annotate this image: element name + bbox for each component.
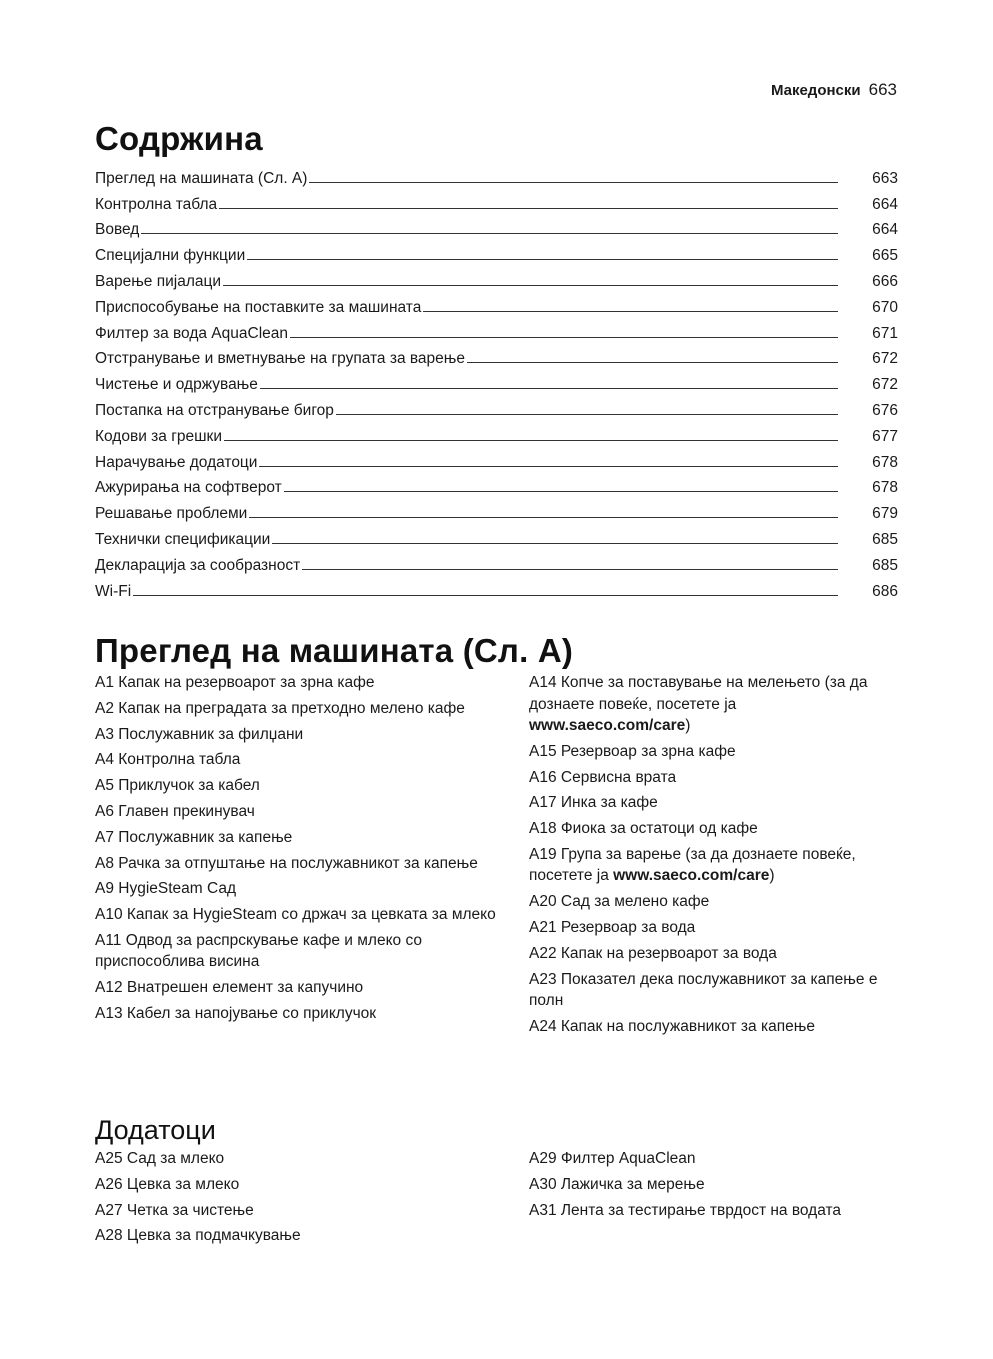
toc-entry-page: 670	[872, 298, 898, 316]
toc-leader-line	[423, 311, 838, 312]
part-item: A24 Капак на послужавникот за капење	[529, 1017, 815, 1035]
toc-list	[95, 162, 898, 601]
toc-leader-line	[272, 543, 838, 544]
toc-entry[interactable]	[95, 575, 898, 601]
accessory-item: A31 Лента за тестирање тврдост на водата	[529, 1201, 842, 1219]
part-item: A21 Резервоар за вода	[529, 919, 696, 937]
toc-entry-page: 685	[872, 530, 898, 548]
toc-entry-title: Кодови за грешки	[95, 427, 222, 445]
toc-entry-title: Филтер за вода AquaClean	[95, 324, 289, 342]
toc-entry[interactable]	[95, 394, 898, 420]
part-item: A12 Внатрешен елемент за капучино	[95, 979, 364, 997]
toc-entry-title: Специјални функции	[95, 247, 246, 265]
overview-right-column	[529, 672, 898, 1042]
toc-leader-line	[336, 414, 838, 415]
toc-leader-line	[223, 285, 838, 286]
toc-entry-title: Контролна табла	[95, 195, 218, 213]
part-item: A16 Сервисна врата	[529, 768, 677, 786]
toc-entry[interactable]	[95, 162, 898, 188]
toc-leader-line	[247, 259, 838, 260]
toc-entry-title: Постапка на отстранување бигор	[95, 401, 334, 419]
part-item: A5 Приклучок за кабел	[95, 777, 260, 795]
toc-leader-line	[141, 233, 838, 234]
header-page-number: 663	[868, 80, 897, 99]
accessory-item: A26 Цевка за млеко	[95, 1175, 240, 1193]
toc-section	[95, 120, 898, 601]
toc-entry-page: 672	[872, 350, 898, 368]
toc-entry-page: 679	[872, 505, 898, 523]
toc-entry-page: 664	[872, 221, 898, 239]
part-item: A8 Рачка за отпуштање на послужавникот за капење	[95, 854, 478, 872]
toc-entry-page: 664	[872, 195, 898, 213]
part-item: A7 Послужавник за капење	[95, 828, 293, 846]
toc-entry-title: Нарачување додатоци	[95, 453, 258, 471]
part-item: A13 Кабел за напојување со приклучок	[95, 1005, 377, 1023]
accessories-right-column	[529, 1148, 898, 1251]
toc-entry[interactable]	[95, 549, 898, 575]
toc-entry[interactable]	[95, 472, 898, 498]
toc-entry-page: 672	[872, 376, 898, 394]
toc-entry[interactable]	[95, 239, 898, 265]
toc-leader-line	[467, 362, 838, 363]
overview-columns	[95, 672, 898, 1042]
part-item	[529, 672, 898, 737]
toc-entry[interactable]	[95, 343, 898, 369]
page-header	[771, 80, 897, 100]
header-language: Македонски	[770, 82, 861, 99]
toc-entry[interactable]	[95, 368, 898, 394]
toc-leader-line	[302, 569, 838, 570]
toc-entry-title: Приспособување на поставките за машината	[95, 298, 422, 316]
toc-leader-line	[224, 440, 838, 441]
accessory-item: A25 Сад за млеко	[95, 1150, 225, 1167]
toc-entry[interactable]	[95, 420, 898, 446]
toc-entry-title: Вовед	[95, 221, 140, 239]
toc-leader-line	[309, 182, 838, 183]
part-item: A15 Резервоар за зрна кафе	[529, 742, 736, 760]
part-item: A23 Показател дека послужавникот за капење е полн	[529, 970, 878, 1010]
toc-entry-page: 678	[872, 453, 898, 471]
toc-entry-page: 678	[872, 479, 898, 497]
accessory-item: A27 Четка за чистење	[95, 1201, 254, 1219]
accessories-left-column	[95, 1148, 529, 1251]
part-item: A20 Сад за мелено кафе	[529, 893, 710, 911]
toc-entry-page: 663	[872, 169, 898, 187]
accessories-columns	[95, 1148, 898, 1251]
part-item: A1 Капак на резервоарот за зрна кафе	[95, 674, 375, 691]
toc-title: Содржина	[95, 120, 263, 157]
toc-leader-line	[133, 595, 838, 596]
overview-section	[95, 632, 898, 1042]
part-item: A3 Послужавник за филџани	[95, 725, 304, 743]
toc-entry-page: 665	[872, 247, 898, 265]
part-item: A11 Одвод за распрскување кафе и млеко со приспособлива висина	[95, 931, 423, 971]
part-item: A6 Главен прекинувач	[95, 802, 255, 820]
toc-entry-page: 686	[872, 582, 898, 600]
part-item	[529, 844, 898, 887]
toc-entry-page: 676	[872, 401, 898, 419]
toc-entry[interactable]	[95, 497, 898, 523]
part-item: A18 Фиока за остатоци од кафе	[529, 820, 758, 838]
toc-entry-title: Ажурирања на софтверот	[95, 479, 282, 497]
toc-leader-line	[260, 388, 838, 389]
saeco-care-link[interactable]: www.saeco.com/care	[529, 717, 686, 734]
toc-leader-line	[284, 491, 838, 492]
toc-entry-title: Преглед на машината (Сл. А)	[95, 169, 308, 187]
overview-left-column	[95, 672, 529, 1042]
toc-entry[interactable]	[95, 188, 898, 214]
part-item: A9 HygieSteam Сад	[95, 880, 237, 898]
part-item-text-end: )	[769, 867, 775, 885]
part-item-text-end: )	[685, 717, 691, 734]
toc-leader-line	[249, 517, 838, 518]
toc-leader-line	[219, 208, 838, 209]
toc-entry[interactable]	[95, 446, 898, 472]
part-item: A22 Капак на резервоарот за вода	[529, 944, 777, 962]
toc-entry-page: 685	[872, 556, 898, 574]
part-item-text: A14 Копче за поставување на мелењето (за да дознаете повеќе, посетете ја	[529, 674, 868, 713]
toc-entry[interactable]	[95, 265, 898, 291]
overview-title: Преглед на машината (Сл. А)	[95, 632, 574, 669]
toc-entry-page: 666	[872, 272, 898, 290]
toc-entry-title: Чистење и одржување	[95, 376, 258, 394]
saeco-care-link[interactable]: www.saeco.com/care	[613, 867, 770, 885]
toc-entry-page: 677	[872, 427, 898, 445]
toc-entry[interactable]	[95, 214, 898, 240]
accessories-title: Додатоци	[95, 1115, 216, 1145]
accessory-item: A28 Цевка за подмачкување	[95, 1227, 301, 1245]
part-item: A4 Контролна табла	[95, 751, 241, 769]
toc-entry-title: Решавање проблеми	[95, 505, 248, 523]
toc-entry-page: 671	[872, 324, 898, 342]
part-item: A10 Капак за HygieSteam со држач за цевката за млеко	[95, 906, 496, 924]
accessories-section	[95, 1115, 898, 1251]
part-item: A2 Капак на преградата за претходно мелено кафе	[95, 699, 465, 717]
part-item: A17 Инка за кафе	[529, 794, 658, 812]
toc-entry[interactable]	[95, 317, 898, 343]
toc-entry-title: Отстранување и вметнување на групата за варење	[95, 350, 466, 368]
accessory-item: A30 Лажичка за мерење	[529, 1175, 705, 1193]
toc-leader-line	[290, 337, 838, 338]
toc-entry[interactable]	[95, 523, 898, 549]
accessory-item: A29 Филтер AquaClean	[529, 1150, 696, 1167]
toc-leader-line	[259, 466, 838, 467]
part-item-text: A19 Група за варење (за да дознаете повеќе, посетете ја	[529, 845, 856, 885]
toc-entry-title: Декларација за сообразност	[95, 556, 301, 574]
toc-entry[interactable]	[95, 291, 898, 317]
toc-entry-title: Технички спецификации	[95, 530, 271, 548]
toc-entry-title: Wi-Fi	[95, 582, 132, 600]
toc-entry-title: Варење пијалаци	[95, 272, 222, 290]
